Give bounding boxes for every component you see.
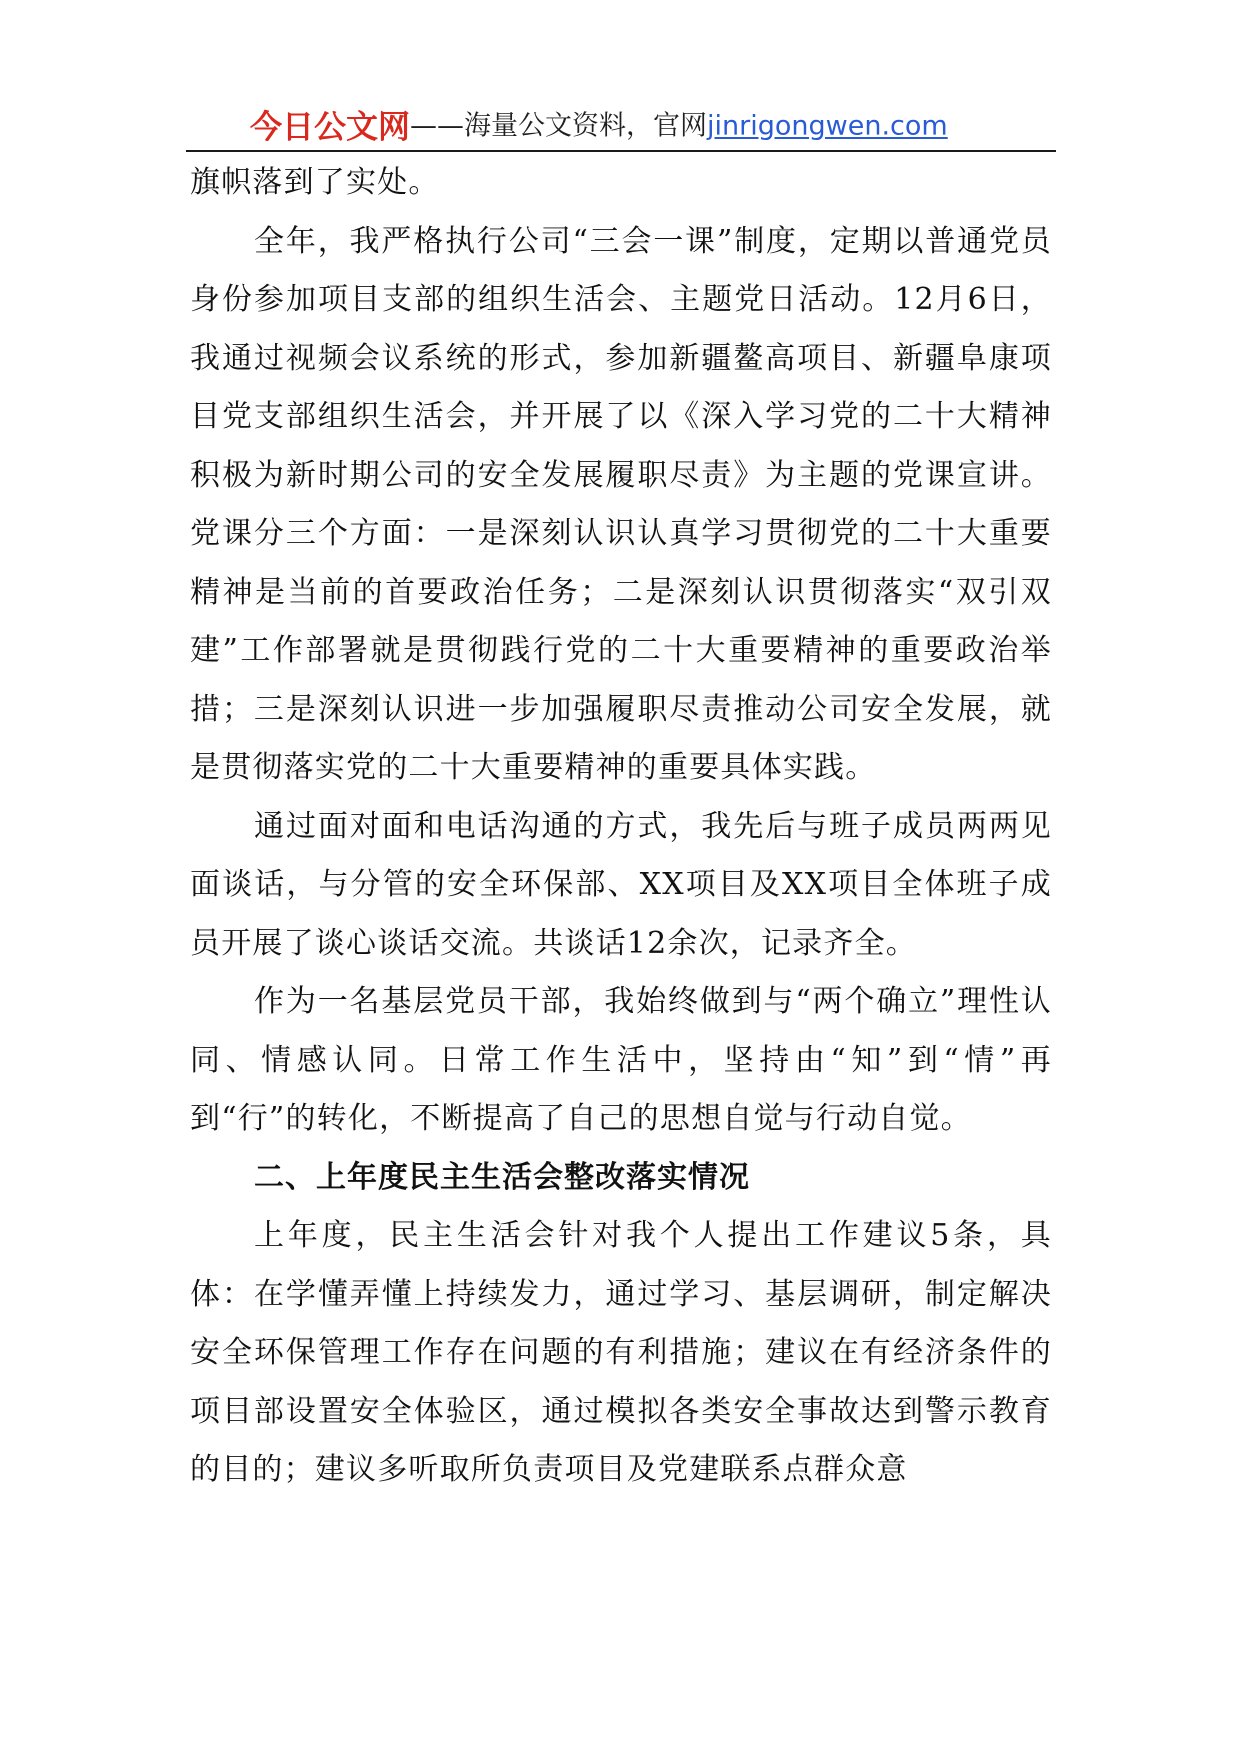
section-heading: 二、上年度民主生活会整改落实情况	[254, 1159, 750, 1195]
page-header	[186, 104, 1056, 152]
paragraph-talks: 通过面对面和电话沟通的方式，我先后与班子成员两两见面谈话，与分管的安全环保部、XX项目及XX项目全体班子成员开展了谈心谈话交流。共谈话12余次，记录齐全。	[190, 808, 1052, 961]
paragraph-identification: 作为一名基层党员干部，我始终做到与“两个确立”理性认同、情感认同。日常工作生活中，坚持由“知”到“情”再到“行”的转化，不断提高了自己的思想自觉与行动自觉。	[190, 984, 1052, 1136]
header-tagline: ——海量公文资料，官网	[410, 110, 708, 142]
paragraph-rectification: 上年度，民主生活会针对我个人提出工作建议5条，具体：在学懂弄懂上持续发力，通过学习、基层调研，制定解决安全环保管理工作存在问题的有利措施；建议在有经济条件的项目部设置安全体验区，通过模拟各类安全事故达到警示教育的目的；建议多听取所负责项目及党建联系点群众意	[190, 1218, 1052, 1487]
header-line	[250, 104, 948, 148]
site-link[interactable]: jinrigongwen.com	[707, 110, 948, 142]
paragraph-party-lessons: 全年，我严格执行公司“三会一课”制度，定期以普通党员身份参加项目支部的组织生活会、主题党日活动。12月6日，我通过视频会议系统的形式，参加新疆鳌高项目、新疆阜康项目党支部组织生活会，并开展了以《深入学习党的二十大精神积极为新时期公司的安全发展履职尽责》为主题的党课宣讲。党课分三个方面：一是深刻认识认真学习贯彻党的二十大重要精神是当前的首要政治任务；二是深刻认识贯彻落实“双引双建”工作部署就是贯彻践行党的二十大重要精神的重要政治举措；三是深刻认识进一步加强履职尽责推动公司安全发展，就是贯彻落实党的二十大重要精神的重要具体实践。	[190, 223, 1052, 785]
brand-name: 今日公文网	[250, 107, 411, 146]
document-body	[190, 154, 1052, 1500]
paragraph-continuation: 旗帜落到了实处。	[190, 165, 440, 200]
